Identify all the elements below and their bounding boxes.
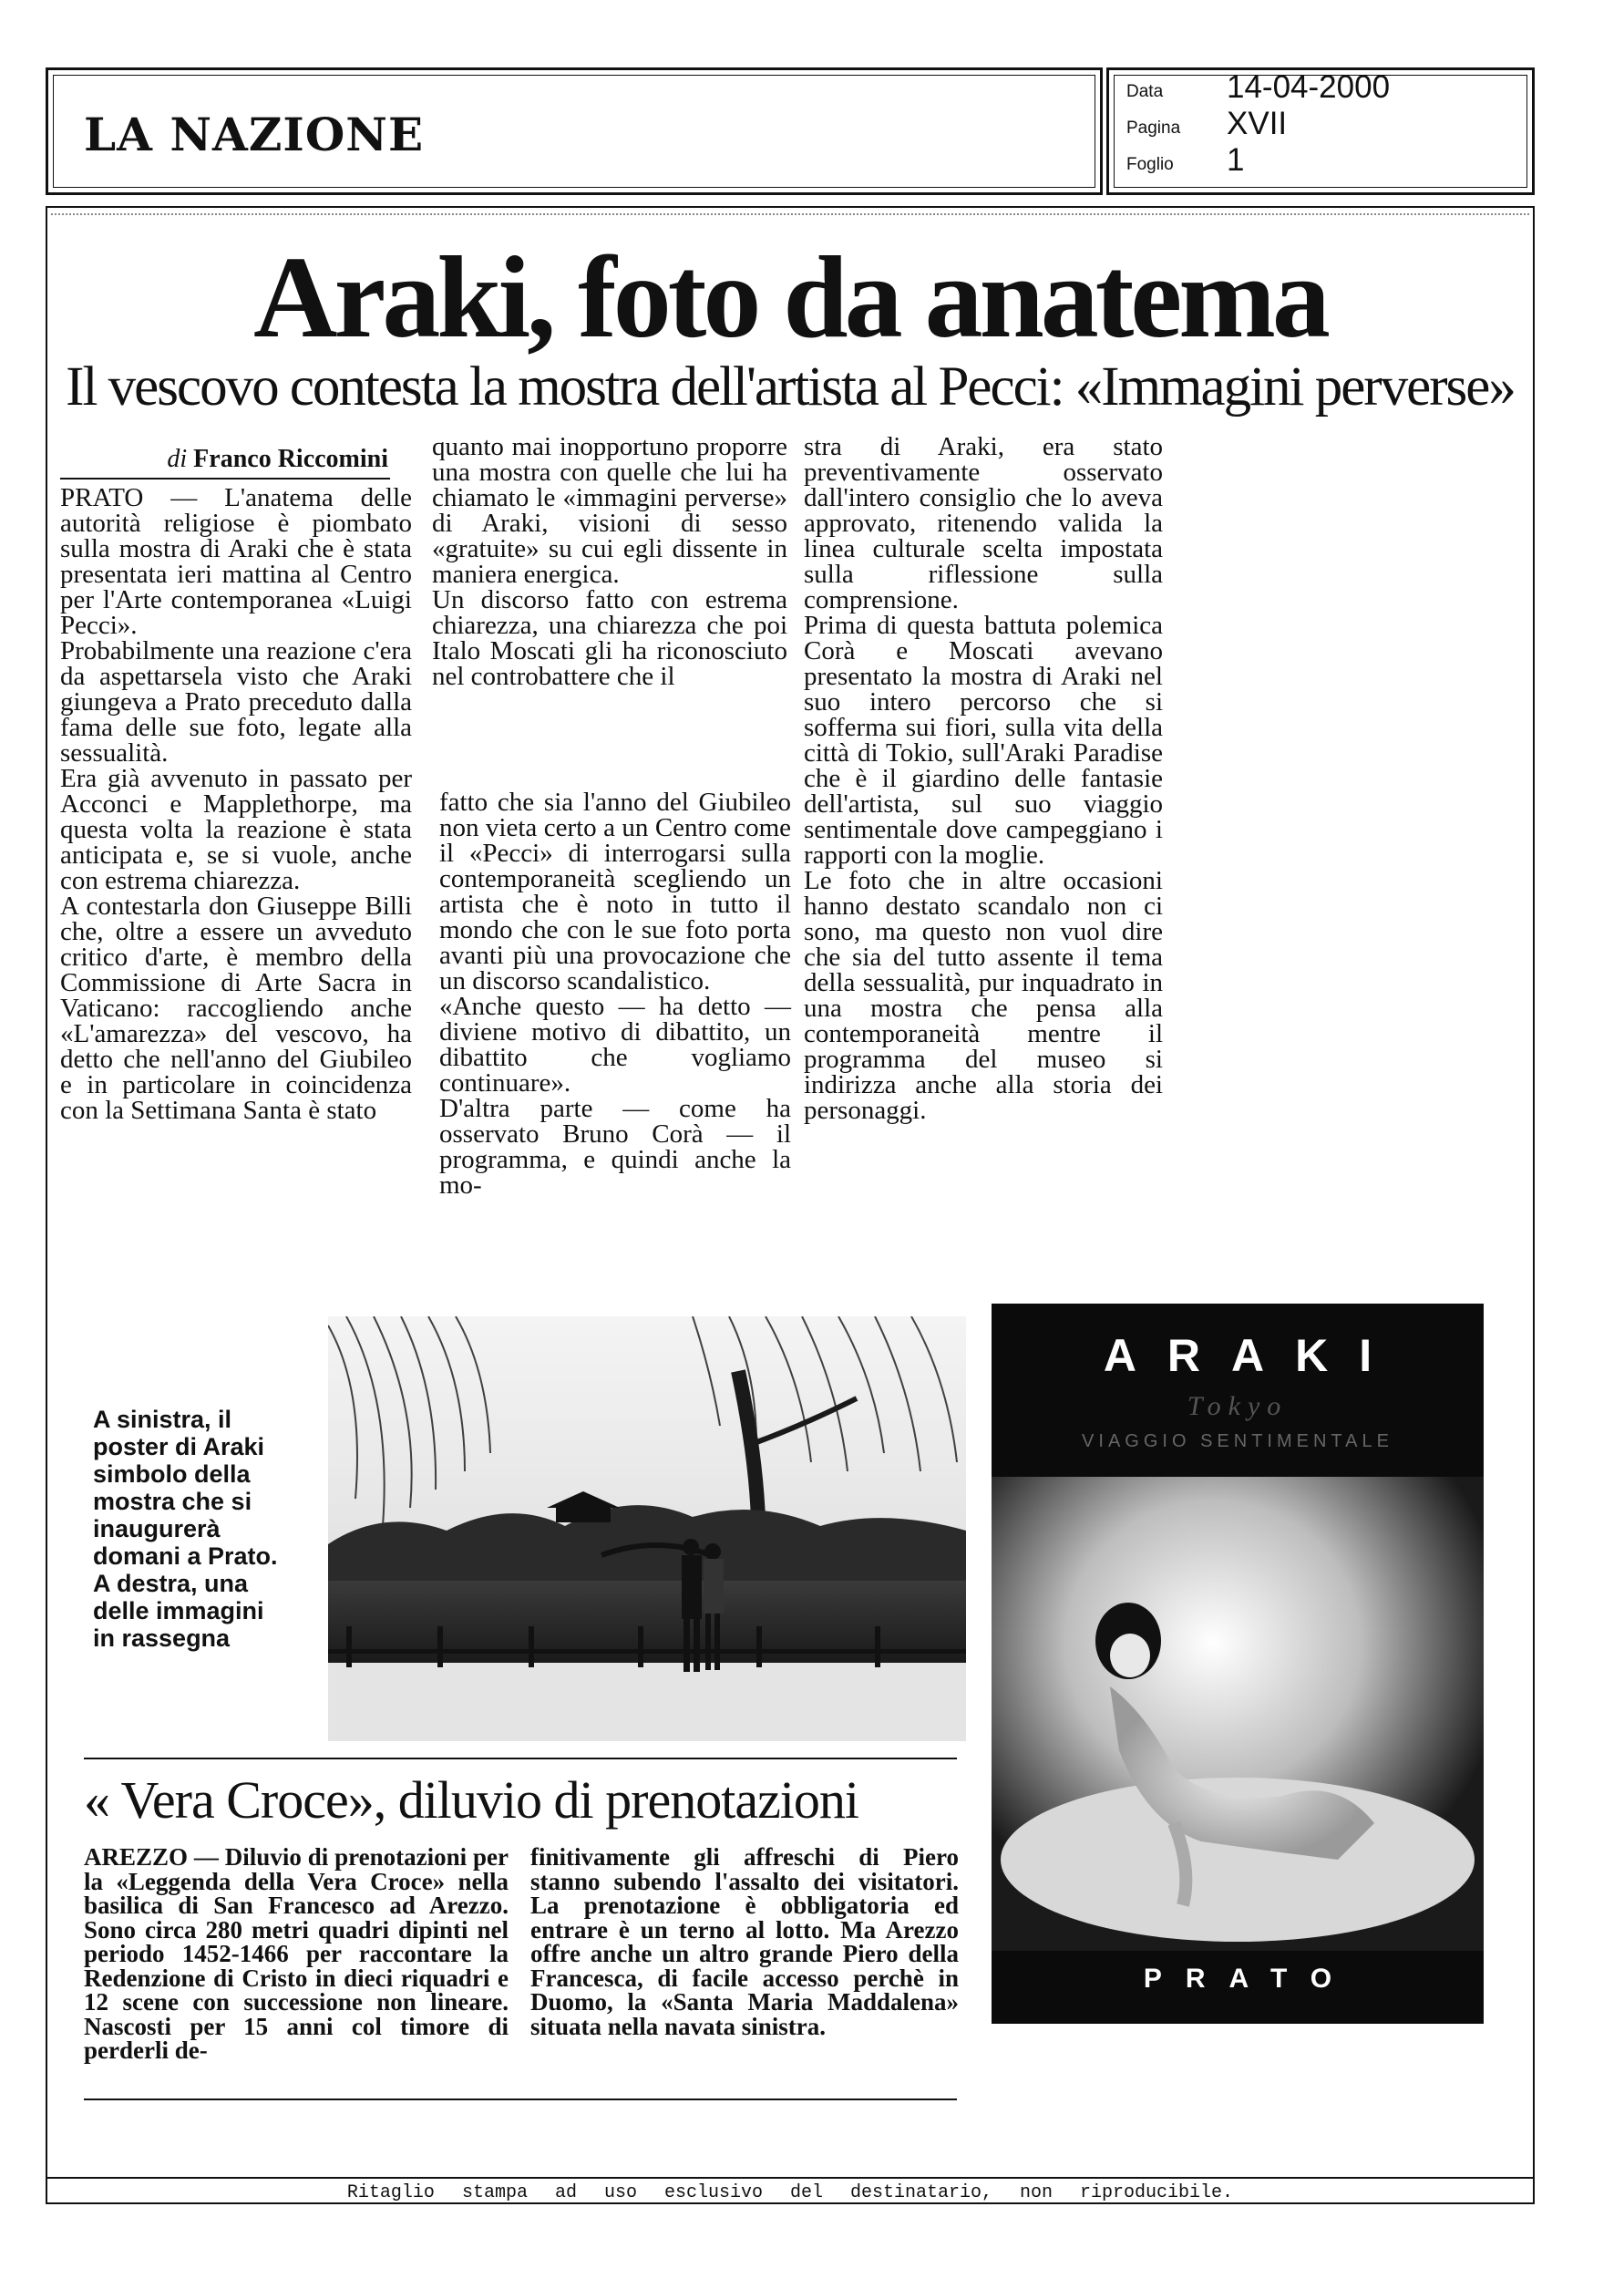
paragraph: PRATO — L'anatema delle autorità religiose è piombato sulla mostra di Araki che è stata presentata ieri mattina al Centro per l'Arte contemporanea «Luigi Pecci».	[60, 483, 412, 640]
garden-photo	[328, 1316, 966, 1741]
secondary-rule-top	[84, 1758, 957, 1759]
date-label: Data	[1126, 82, 1164, 101]
secondary-rule-bottom	[84, 2099, 957, 2100]
byline	[60, 445, 388, 474]
article-column-3	[804, 434, 1163, 1123]
byline-author: Franco Riccomini	[193, 445, 388, 473]
footer-notice: Ritaglio stampa ad uso esclusivo del destinatario, non riproducibile.	[346, 2182, 1234, 2203]
poster-tagline: VIAGGIO SENTIMENTALE	[1082, 1431, 1393, 1451]
poster-figure-image	[992, 1477, 1484, 1951]
secondary-headline: « Vera Croce», diluvio di prenotazioni	[84, 1770, 859, 1830]
paragraph: Prima di questa battuta polemica Corà e Moscati avevano presentato la mostra di Araki nel suo intero percorso che si sofferma sui fiori, sulla vita della città di Tokio, sull'Araki Paradise che è il giardino delle fantasie dell'artista, sul suo viaggio sentimentale dove campeggiano i rapporti con la moglie.	[804, 611, 1163, 870]
article-column-1	[60, 485, 412, 1123]
paragraph: D'altra parte — come ha osservato Bruno Corà — il programma, e quindi anche la mo-	[439, 1094, 791, 1200]
paragraph: Era già avvenuto in passato per Acconci e Mapplethorpe, ma questa volta la reazione è stata anticipata e, se si vuole, anche con estrema chiarezza.	[60, 764, 412, 895]
poster-footer: PRATO	[1143, 1964, 1356, 1994]
garden-photo-image	[328, 1316, 966, 1741]
headline: Araki, foto da anatema	[253, 232, 1327, 362]
date-value: 14-04-2000	[1227, 69, 1391, 105]
poster-subtitle: Tokyo	[1187, 1391, 1289, 1421]
page-label: Pagina	[1126, 119, 1181, 138]
paragraph: fatto che sia l'anno del Giubileo non vieta certo a un Centro come il «Pecci» di interrogarsi sulla contemporaneità scegliendo un artista che è noto in tutto il mondo che con le sue foto porta avanti più una provocazione che un discorso scandalistico.	[439, 788, 791, 995]
araki-poster	[992, 1304, 1484, 2024]
sheet-value: 1	[1227, 142, 1245, 178]
paragraph: Un discorso fatto con estrema chiarezza, una chiarezza che poi Italo Moscati gli ha riconosciuto nel controbattere che il	[432, 585, 787, 691]
sheet-label: Foglio	[1126, 155, 1174, 174]
footer-rule	[46, 2177, 1535, 2179]
byline-prefix: di	[167, 445, 188, 473]
poster-title: ARAKI	[1103, 1330, 1403, 1381]
photo-caption: A sinistra, il poster di Araki simbolo della mostra che si inaugurerà domani a Prato. A destra, una delle immagini in rassegna	[93, 1406, 278, 1652]
paragraph: quanto mai inopportuno proporre una mostra con quelle che lui ha chiamato le «immagini perverse» di Araki, visioni di sesso «gratuite» su cui egli dissente in maniera energica.	[432, 432, 787, 589]
paragraph: «Anche questo — ha detto — diviene motivo di dibattito, un dibattito che vogliamo continuare».	[439, 992, 791, 1098]
secondary-column-2: finitivamente gli affreschi di Piero stanno subendo l'assalto dei visitatori. La prenotazione è obbligatoria ed entrare è un terno al lotto. Ma Arezzo offre anche un altro grande Piero della Francesca, di facile accesso perchè in Duomo, la «Santa Maria Maddalena» situata nella navata sinistra.	[530, 1843, 959, 2040]
paragraph: stra di Araki, era stato preventivamente osservato dall'intero consiglio che lo aveva approvato, ritenendo valida la linea culturale scelta impostata sulla riflessione sulla comprensione.	[804, 432, 1163, 614]
page-value: XVII	[1227, 106, 1288, 141]
paragraph: Probabilmente una reazione c'era da aspettarsela visto che Araki giungeva a Prato preceduto dalla fama delle sue foto, legate alla sessualità.	[60, 636, 412, 768]
paragraph: A contestarla don Giuseppe Billi che, oltre a essere un avveduto critico d'arte, è membro della Commissione di Arte Sacra in Vaticano: raccogliendo anche «L'amarezza» del vescovo, ha detto che nell'anno del Giubileo e in particolare in coincidenza con la Settimana Santa è stato	[60, 892, 412, 1125]
newspaper-masthead: LA NAZIONE	[84, 108, 425, 161]
article-column-2-top	[432, 434, 787, 689]
secondary-column-1: AREZZO — Diluvio di prenotazioni per la «Leggenda della Vera Croce» nella basilica di San Francesco ad Arezzo. Sono circa 280 metri quadri dipinti nel periodo 1452-1466 per raccontare la Redenzione di Cristo in dieci riquadri e 12 scene con successione non lineare. Nascosti per 15 anni col timore di perderli de-	[84, 1843, 509, 2064]
article-column-2-bottom	[439, 789, 791, 1198]
paragraph: Le foto che in altre occasioni hanno destato scandalo non ci sono, ma questo non vuol dire che sia del tutto assente il tema della sessualità, pur inquadrato in una mostra che pensa alla contemporaneità mentre il programma del museo si indirizza anche alla storia dei personaggi.	[804, 866, 1163, 1125]
byline-rule	[60, 478, 390, 480]
subheadline: Il vescovo contesta la mostra dell'artista al Pecci: «Immagini perverse»	[66, 356, 1515, 418]
frame-dotted-rule	[51, 213, 1529, 215]
